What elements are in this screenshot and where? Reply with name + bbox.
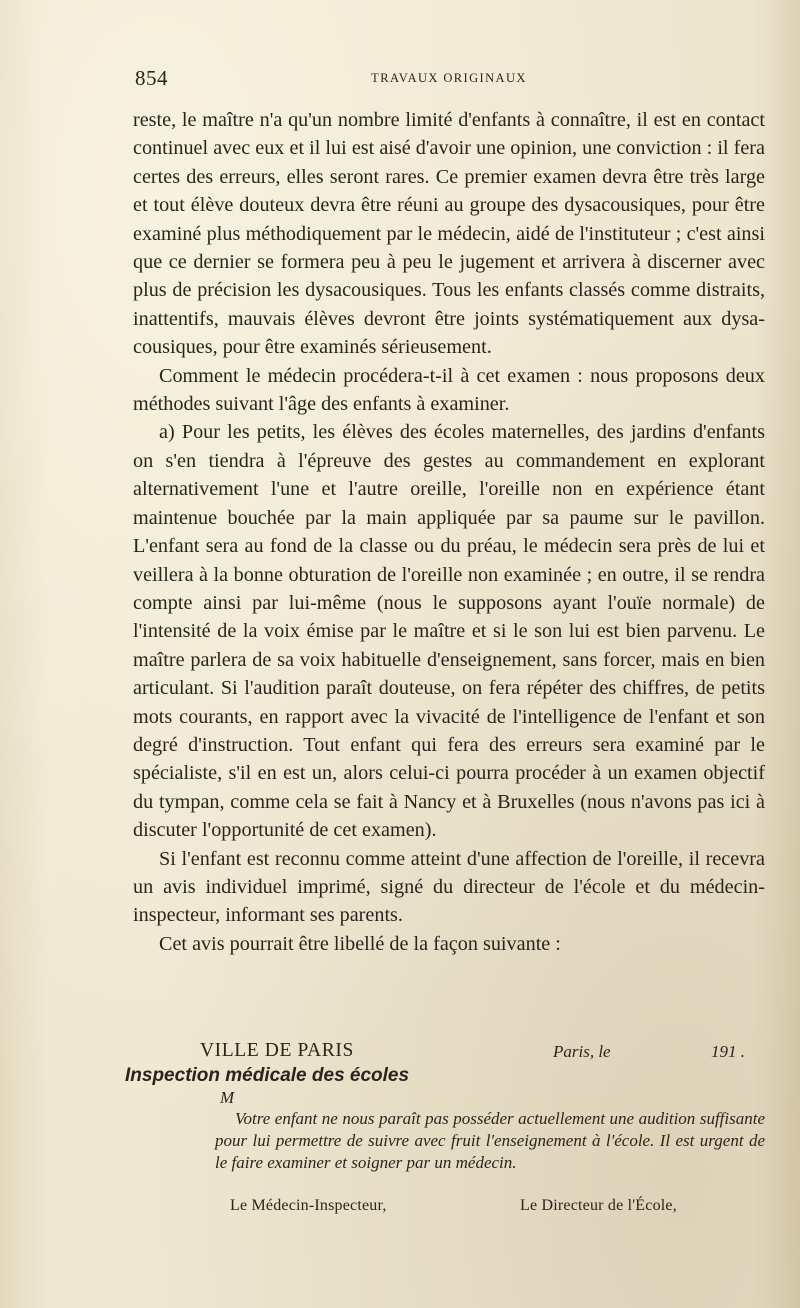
form-inspection-title: Inspection médicale des écoles [125, 1065, 410, 1086]
paragraph: a) Pour les petits, les élèves des écoles maternelles, des jardins d'enfants on s'en tiendra à l'épreuve des gestes au commandement en explorant alternativement l'une et l'autre oreille, l'oreille non en expérience étant maintenue bouchée par la main appliquée par sa paume sur le pavillon. L'enfant sera au fond de la classe ou du préau, le médecin sera près de lui et veillera à la bonne obturation de l'oreille non examinée ; en outre, il se rendra compte ainsi par lui-même (nous le supposons ayant l'ouïe normale) de l'intensité de la voix émise par le maître et si le son lui est bien parvenu. Le maître parlera de sa voix habituelle d'enseignement, sans forcer, mais en bien articulant. Si l'audition paraît douteuse, on fera répéter des chiffres, de petits mots courants, en rapport avec la vivacité de l'intelligence de l'enfant et son degré d'instruction. Tout enfant qui fera des erreurs sera examiné par le spécialiste, s'il en est un, alors celui-ci pourra procéder à un examen objectif du tympan, comme cela se fait à Nancy et à Bruxelles (nous n'avons pas ici à discuter l'opportunité de cet examen). [133, 421, 765, 842]
body-text [133, 106, 765, 958]
page-number: 854 [135, 66, 168, 90]
paragraph: Comment le médecin procédera-t-il à cet examen : nous proposons deux méthodes suivant l'âge des enfants à examiner. [133, 364, 765, 416]
form-heading-line [200, 1040, 765, 1066]
signature-medecin: Le Médecin-Inspecteur, [230, 1197, 387, 1214]
paragraph: Cet avis pourrait être libellé de la façon suivante : [159, 932, 561, 955]
paragraph: Si l'enfant est reconnu comme atteint d'une affection de l'oreille, il recevra un avis individuel imprimé, signé du directeur de l'école et du médecin-inspecteur, informant ses parents. [133, 847, 765, 927]
form-message [215, 1108, 765, 1174]
signature-directeur: Le Directeur de l'École, [520, 1197, 677, 1214]
form-message-text: Votre enfant ne nous paraît pas posséder actuellement une audition suffisante pour lui permettre de suivre avec fruit l'enseignement à l'école. Il est urgent de le faire examiner et soigner par un médecin. [215, 1109, 765, 1172]
form-city: VILLE DE PARIS [200, 1040, 354, 1061]
form-place-date: Paris, le [553, 1042, 611, 1061]
page-header [135, 66, 763, 96]
notice-form [125, 1040, 765, 1220]
form-year: 191 . [711, 1042, 745, 1061]
running-title: TRAVAUX ORIGINAUX [371, 71, 527, 85]
paragraph: reste, le maître n'a qu'un nombre limité d'enfants à connaître, il est en contact continuel avec eux et il lui est aisé d'avoir une opinion, une conviction : il fera certes des erreurs, elles seront rares. Ce premier examen devra être très large et tout élève douteux devra être réuni au groupe des dysacousiques, pour être examiné plus méthodiquement par le médecin, aidé de l'instituteur ; c'est ainsi que ce dernier se formera peu à peu le jugement et arrivera à discerner avec plus de précision les dysacousiques. Tous les enfants classés comme distraits, inattentifs, mauvais élèves devront être joints systématiquement aux dysacousiques, pour être examinés sérieusement. [133, 109, 765, 359]
form-salutation: M [220, 1088, 235, 1107]
